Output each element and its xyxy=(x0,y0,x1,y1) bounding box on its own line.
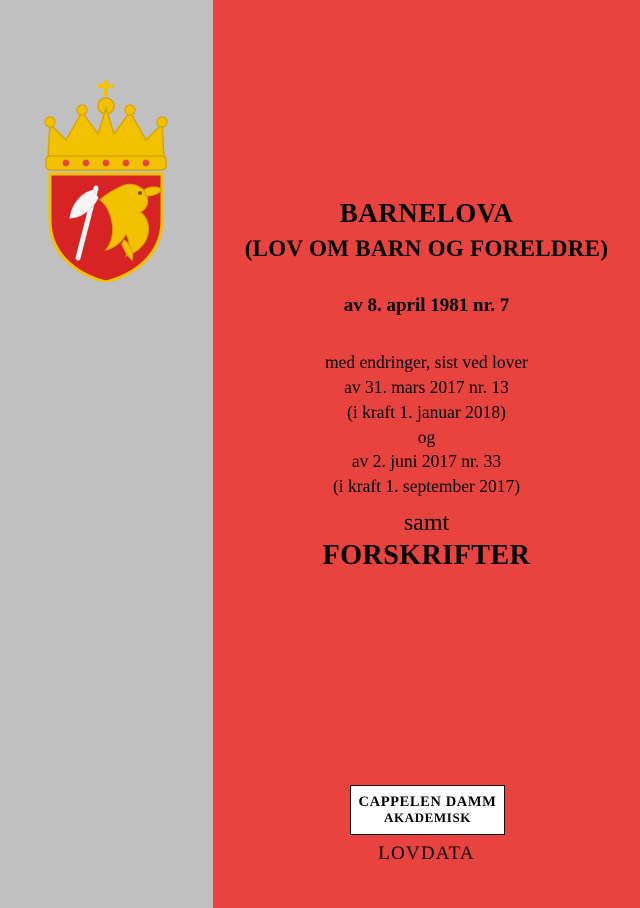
forskrifter-label: FORSKRIFTER xyxy=(322,540,531,571)
amendment-line: (i kraft 1. september 2017) xyxy=(332,476,521,497)
publisher-name: CAPPELEN DAMM xyxy=(358,794,497,811)
amendment-line: av 31. mars 2017 nr. 13 xyxy=(344,376,509,397)
source-label: LOVDATA xyxy=(378,843,475,864)
title-block xyxy=(213,196,640,319)
amendments-block xyxy=(213,350,640,499)
cover-front xyxy=(213,0,640,908)
amendment-line: med endringer, sist ved lover xyxy=(325,352,528,372)
amendment-line: (i kraft 1. januar 2018) xyxy=(347,401,506,422)
samt-label: samt xyxy=(403,510,450,536)
page-subtitle: (LOV OM BARN OG FORELDRE) xyxy=(244,235,609,261)
law-date: av 8. april 1981 nr. 7 xyxy=(343,294,510,316)
page-title: BARNELOVA xyxy=(339,198,514,228)
amendment-line: og xyxy=(417,426,436,447)
norwegian-coat-of-arms-icon xyxy=(26,62,186,282)
publisher-logo xyxy=(350,785,505,835)
publisher-imprint: AKADEMISK xyxy=(383,809,472,825)
amendment-line: av 2. juni 2017 nr. 33 xyxy=(351,451,502,472)
